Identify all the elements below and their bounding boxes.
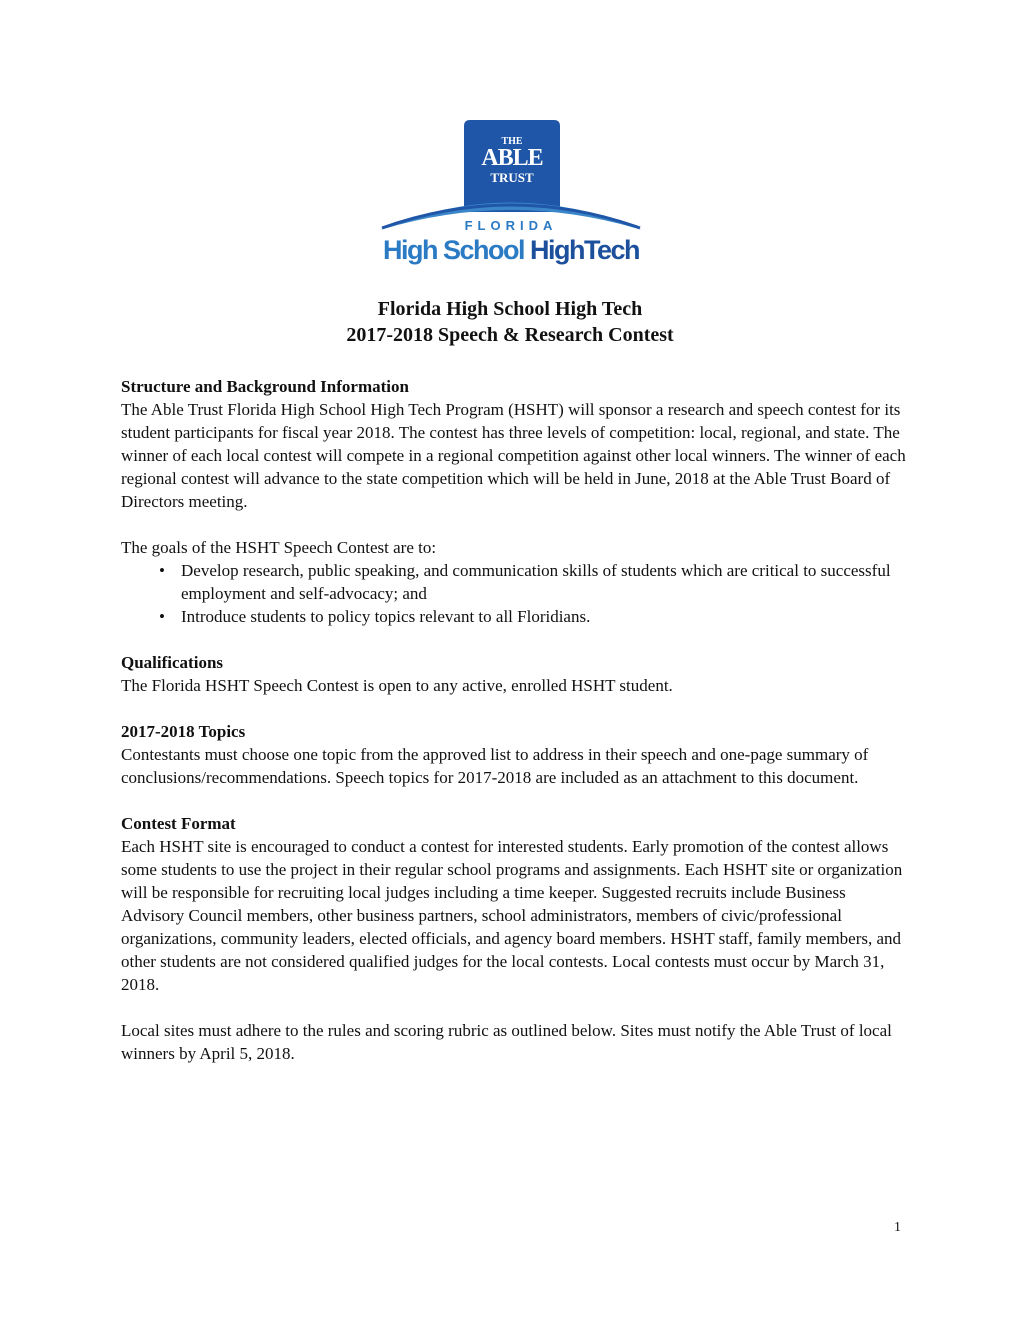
section-contest-format: [121, 812, 911, 996]
section-text: The Florida HSHT Speech Contest is open to any active, enrolled HSHT student.: [121, 676, 673, 695]
logo-state: FLORIDA: [464, 218, 558, 233]
title-line-1: Florida High School High Tech: [377, 298, 643, 320]
goals-intro: The goals of the HSHT Speech Contest are to:: [121, 538, 437, 557]
goals-list: [121, 559, 911, 628]
logo-badge-line-2: ABLE: [481, 145, 543, 171]
section-structure: [121, 375, 911, 513]
section-text: Each HSHT site is encouraged to conduct a contest for interested students. Early promotion of the contest allows some students to use the project in their regular school programs and assignments. Each HSHT site or organization will be responsible for recruiting local judges including a time keeper. Suggested recruits include Business Advisory Council members, other business partners, school administrators, members of civic/professional organizations, community leaders, elected officials, and agency board members. HSHT staff, family members, and other students are not considered qualified judges for the local contests. Local contests must occur by March 31, 2018.: [121, 837, 903, 994]
section-heading: Structure and Background Information: [121, 377, 409, 396]
section-text: Contestants must choose one topic from the approved list to address in their speech and one-page summary of conclusions/recommendations. Speech topics for 2017-2018 are included as an attachment to this document.: [121, 745, 869, 787]
logo-badge-line-1: THE: [501, 136, 523, 147]
logo-program-name: [376, 234, 646, 266]
title-line-2: 2017-2018 Speech & Research Contest: [346, 324, 674, 346]
bullet-icon: •: [159, 561, 165, 580]
section-topics: [121, 720, 911, 789]
bullet-icon: •: [159, 607, 165, 626]
section-heading: Contest Format: [121, 814, 236, 833]
document-title: [0, 296, 1020, 348]
section-text: Local sites must adhere to the rules and scoring rubric as outlined below. Sites must notify the Able Trust of local winners by April 5, 2018.: [121, 1021, 892, 1063]
section-goals: [121, 536, 911, 628]
able-trust-hsht-logo: [376, 120, 646, 275]
logo-program-part-1: High School: [382, 235, 524, 265]
section-text: The Able Trust Florida High School High Tech Program (HSHT) will sponsor a research and speech contest for its student participants for fiscal year 2018. The contest has three levels of competition: local, regional, and state. The winner of each local contest will compete in a regional competition against other local winners. The winner of each regional contest will advance to the state competition which will be held in June, 2018 at the Able Trust Board of Directors meeting.: [121, 400, 906, 511]
document-body: [121, 375, 911, 1088]
section-qualifications: [121, 651, 911, 697]
logo-wordmark: [376, 120, 646, 275]
section-rules: [121, 1019, 911, 1065]
section-heading: Qualifications: [121, 653, 224, 672]
logo-program-part-2: HighTech: [530, 235, 639, 265]
goals-list-item: [159, 605, 911, 628]
goals-list-item: [159, 559, 911, 605]
goal-text: Introduce students to policy topics relevant to all Floridians.: [181, 607, 591, 626]
page-number: 1: [894, 1220, 901, 1235]
section-heading: 2017-2018 Topics: [121, 722, 246, 741]
goal-text: Develop research, public speaking, and communication skills of students which are critical to successful employment and self-advocacy; and: [181, 561, 891, 603]
logo-badge-line-3: TRUST: [490, 170, 534, 185]
